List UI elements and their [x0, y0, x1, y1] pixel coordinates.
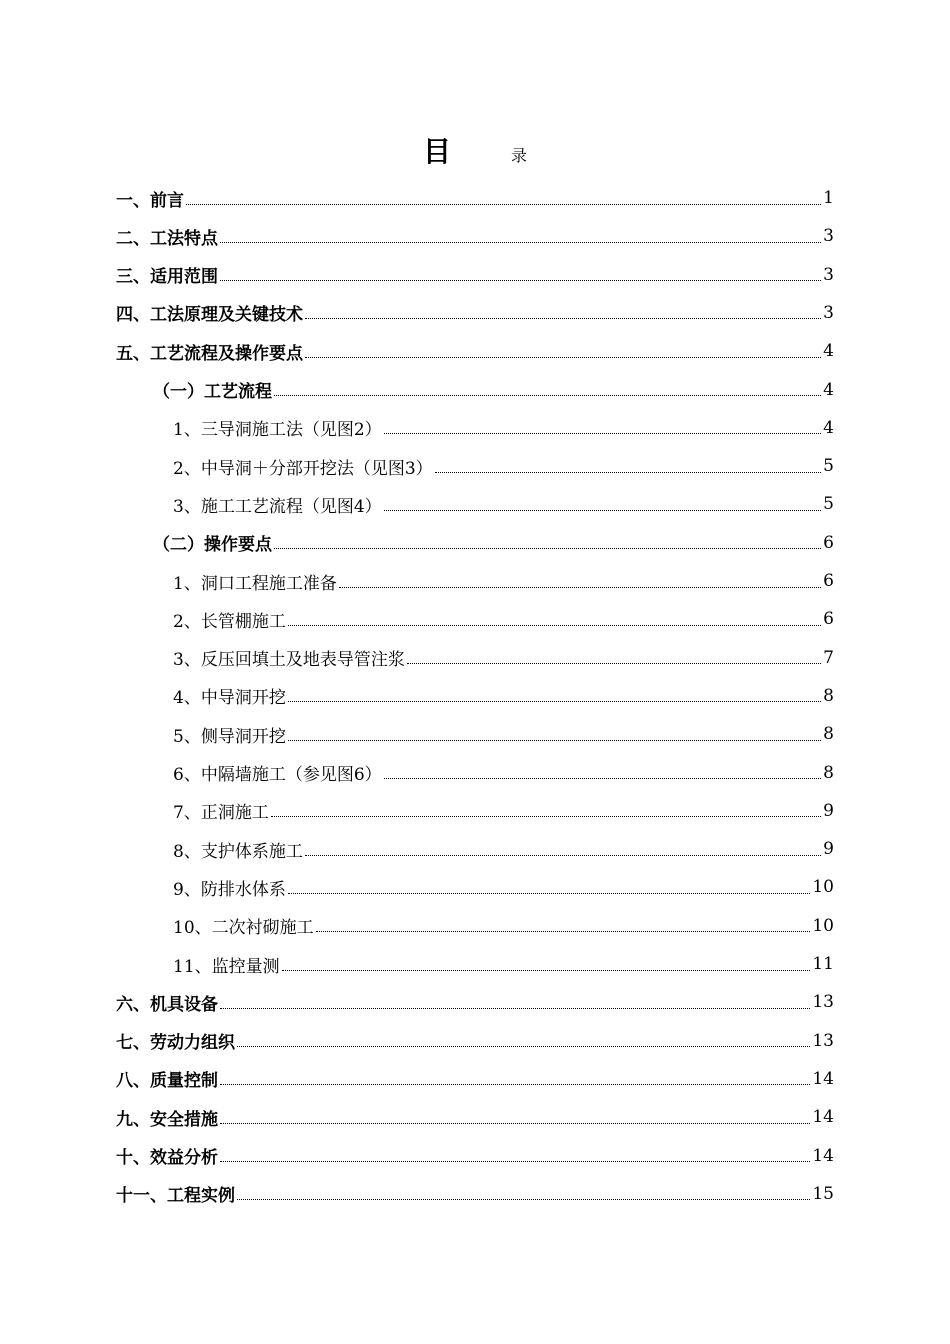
toc-entry-page-number: 6: [823, 609, 834, 630]
toc-entry[interactable]: [173, 447, 834, 485]
toc-title-main: 目: [422, 135, 451, 168]
toc-entry[interactable]: [116, 983, 834, 1021]
dot-leader: [220, 1084, 810, 1085]
dot-leader: [407, 663, 821, 664]
toc-entry-label: 9、防排水体系: [173, 879, 286, 900]
toc-entry-label: 五、工艺流程及操作要点: [116, 343, 303, 364]
dot-leader: [288, 625, 821, 626]
toc-entry-page-number: 8: [823, 724, 834, 745]
toc-entry-label: 三、适用范围: [116, 267, 218, 288]
toc-entry-page-number: 7: [823, 647, 834, 668]
dot-leader: [288, 893, 811, 894]
toc-entry[interactable]: [173, 485, 834, 523]
toc-entry-page-number: 9: [823, 800, 834, 821]
dot-leader: [271, 816, 821, 817]
toc-entry[interactable]: [173, 868, 834, 906]
toc-entry[interactable]: [173, 945, 834, 983]
toc-entry-page-number: 8: [823, 685, 834, 706]
toc-entry-label: 九、安全措施: [116, 1109, 218, 1130]
toc-entry-label: 5、侧导洞开挖: [173, 726, 286, 747]
toc-entry-label: 7、正洞施工: [173, 803, 269, 824]
dot-leader: [305, 855, 821, 856]
dot-leader: [220, 242, 821, 243]
toc-entry[interactable]: [116, 1060, 834, 1098]
toc-entry[interactable]: [173, 715, 834, 753]
dot-leader: [237, 1199, 810, 1200]
toc-entry[interactable]: [173, 830, 834, 868]
toc-entry[interactable]: [173, 754, 834, 792]
toc-entry[interactable]: [116, 332, 834, 370]
toc-entry[interactable]: [116, 1175, 834, 1213]
dot-leader: [384, 778, 822, 779]
toc-entry-label: 10、二次衬砌施工: [173, 918, 314, 939]
toc-entry-page-number: 14: [812, 1107, 834, 1128]
toc-entry-label: 一、前言: [116, 190, 184, 211]
toc-entry-label: 六、机具设备: [116, 994, 218, 1015]
dot-leader: [339, 587, 821, 588]
toc-entry[interactable]: [173, 409, 834, 447]
toc-entry[interactable]: [173, 639, 834, 677]
toc-entry[interactable]: [153, 371, 834, 409]
toc-entry-page-number: 10: [812, 877, 834, 898]
toc-title-sub: 录: [511, 146, 528, 165]
dot-leader: [288, 701, 821, 702]
toc-entry-page-number: 10: [812, 915, 834, 936]
toc-entry-label: 1、三导洞施工法（见图2）: [173, 420, 382, 441]
toc-entry-page-number: 11: [812, 954, 834, 974]
toc-entry[interactable]: [173, 792, 834, 830]
dot-leader: [220, 1123, 810, 1124]
toc-entry-page-number: 3: [823, 264, 834, 285]
toc-entry-page-number: 1: [823, 188, 834, 208]
dot-leader: [435, 472, 822, 473]
toc-entry[interactable]: [116, 179, 834, 217]
toc-entry-page-number: 4: [823, 379, 834, 400]
toc-entry[interactable]: [116, 217, 834, 255]
dot-leader: [384, 433, 822, 434]
toc-entry-page-number: 14: [812, 1145, 834, 1166]
toc-entry-label: 11、监控量测: [173, 956, 280, 977]
dot-leader: [288, 740, 821, 741]
toc-entry-page-number: 5: [823, 494, 834, 515]
toc-entry-page-number: 8: [823, 762, 834, 783]
dot-leader: [282, 970, 811, 971]
toc-entry-page-number: 4: [823, 417, 834, 438]
dot-leader: [305, 357, 821, 358]
toc-entry-label: 二、工法特点: [116, 228, 218, 249]
toc-entry-label: （二）操作要点: [153, 535, 272, 556]
toc-title: [0, 130, 950, 170]
toc-entry-label: 十一、工程实例: [116, 1186, 235, 1207]
dot-leader: [274, 395, 821, 396]
toc-entry-page-number: 4: [823, 341, 834, 362]
toc-entry-label: 3、施工工艺流程（见图4）: [173, 496, 382, 517]
toc-entry[interactable]: [116, 256, 834, 294]
toc-entry-label: 2、中导洞＋分部开挖法（见图3）: [173, 458, 433, 479]
toc-entry-label: 八、质量控制: [116, 1071, 218, 1092]
dot-leader: [384, 510, 822, 511]
toc-entry-page-number: 6: [823, 571, 834, 591]
toc-entry[interactable]: [116, 1137, 834, 1175]
toc-entry[interactable]: [116, 1098, 834, 1136]
toc-entry[interactable]: [173, 562, 834, 600]
dot-leader: [220, 1161, 810, 1162]
toc-entry-page-number: 13: [812, 1030, 834, 1051]
toc-entry-label: 1、洞口工程施工准备: [173, 573, 337, 594]
toc-entry-label: 十、效益分析: [116, 1148, 218, 1168]
toc-entry-label: 8、支护体系施工: [173, 841, 303, 862]
dot-leader: [305, 318, 821, 319]
toc-entry[interactable]: [116, 1022, 834, 1060]
toc-entry[interactable]: [153, 524, 834, 562]
toc-entry-label: 4、中导洞开挖: [173, 688, 286, 709]
dot-leader: [274, 548, 821, 549]
toc-entry[interactable]: [173, 600, 834, 638]
dot-leader: [186, 204, 821, 205]
toc-entry-page-number: 13: [812, 992, 834, 1013]
toc-entry-label: 四、工法原理及关键技术: [116, 305, 303, 326]
toc-entry[interactable]: [173, 677, 834, 715]
toc-entry[interactable]: [116, 294, 834, 332]
dot-leader: [220, 280, 821, 281]
dot-leader: [220, 1008, 810, 1009]
toc-entry-page-number: 3: [823, 302, 834, 323]
dot-leader: [316, 931, 811, 932]
toc-entry-page-number: 5: [823, 456, 834, 477]
toc-entry-label: 3、反压回填土及地表导管注浆: [173, 650, 405, 671]
dot-leader: [237, 1046, 810, 1047]
toc-entry-page-number: 9: [823, 839, 834, 860]
toc-entry-label: 七、劳动力组织: [116, 1033, 235, 1054]
toc-entry-page-number: 14: [812, 1068, 834, 1089]
toc-entry-label: 6、中隔墙施工（参见图6）: [173, 765, 382, 785]
toc-entry[interactable]: [173, 907, 834, 945]
toc-entry-label: 2、长管棚施工: [173, 611, 286, 632]
toc-entry-page-number: 3: [823, 226, 834, 247]
toc-entry-page-number: 15: [812, 1183, 834, 1204]
toc-entry-page-number: 6: [823, 532, 834, 553]
toc-entry-label: （一）工艺流程: [153, 382, 272, 402]
